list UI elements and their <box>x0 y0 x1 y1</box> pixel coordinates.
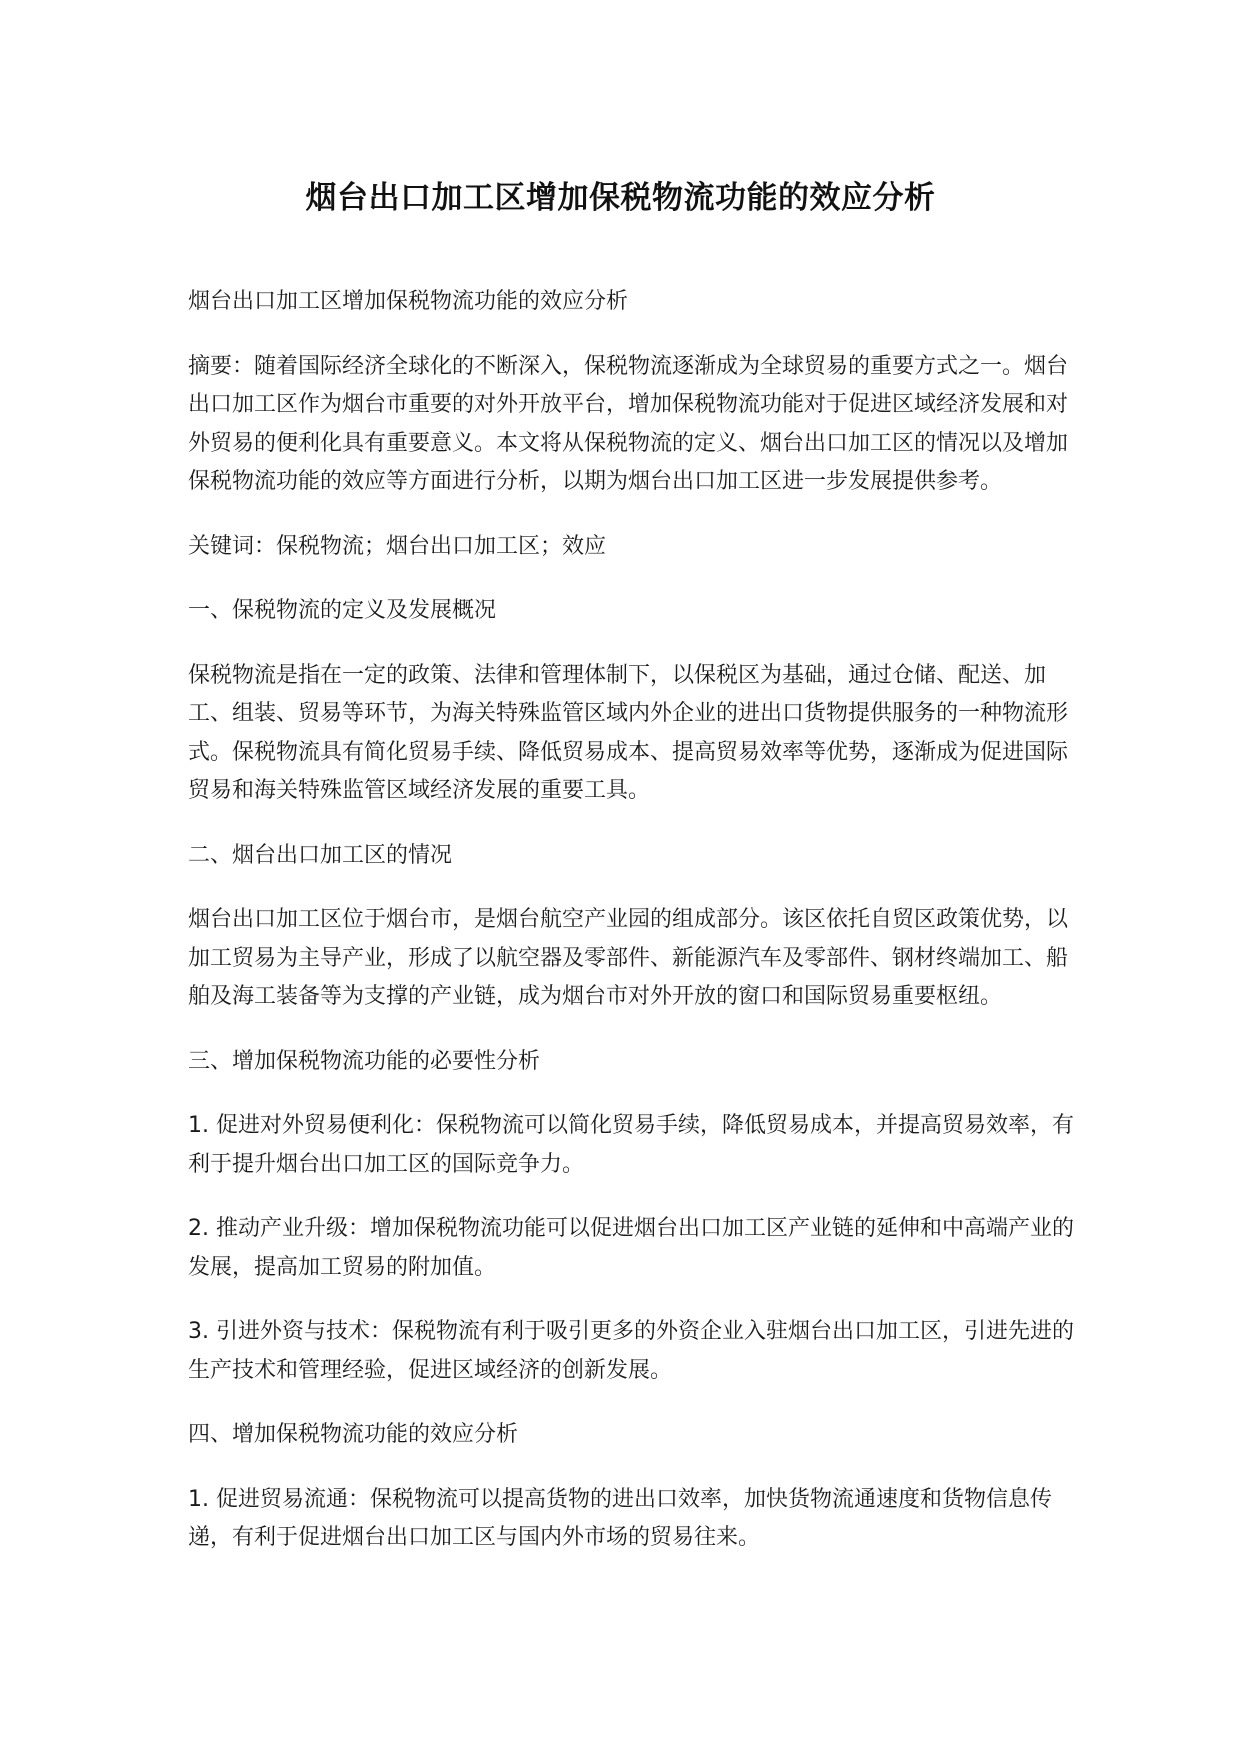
list-item: 2. 推动产业升级：增加保税物流功能可以促进烟台出口加工区产业链的延伸和中高端产业的发展，提高加工贸易的附加值。 <box>188 1216 1074 1280</box>
section-heading-2: 二、烟台出口加工区的情况 <box>188 842 453 868</box>
keywords-paragraph: 关键词：保税物流；烟台出口加工区；效应 <box>188 533 607 559</box>
section-heading-3: 三、增加保税物流功能的必要性分析 <box>188 1048 541 1074</box>
document-title: 烟台出口加工区增加保税物流功能的效应分析 <box>305 180 936 216</box>
abstract-paragraph: 摘要：随着国际经济全球化的不断深入，保税物流逐渐成为全球贸易的重要方式之一。烟台出口加工区作为烟台市重要的对外开放平台，增加保税物流功能对于促进区域经济发展和对外贸易的便利化具有重要意义。本文将从保税物流的定义、烟台出口加工区的情况以及增加保税物流功能的效应等方面进行分析，以期为烟台出口加工区进一步发展提供参考。 <box>188 353 1069 494</box>
subtitle-paragraph: 烟台出口加工区增加保税物流功能的效应分析 <box>188 289 629 314</box>
list-item: 3. 引进外资与技术：保税物流有利于吸引更多的外资企业入驻烟台出口加工区，引进先进的生产技术和管理经验，促进区域经济的创新发展。 <box>188 1319 1074 1383</box>
list-item: 1. 促进对外贸易便利化：保税物流可以简化贸易手续，降低贸易成本，并提高贸易效率，有利于提升烟台出口加工区的国际竞争力。 <box>188 1113 1074 1177</box>
list-item: 1. 促进贸易流通：保税物流可以提高货物的进出口效率，加快货物流通速度和货物信息传递，有利于促进烟台出口加工区与国内外市场的贸易往来。 <box>188 1486 1052 1550</box>
body-paragraph: 保税物流是指在一定的政策、法律和管理体制下，以保税区为基础，通过仓储、配送、加工、组装、贸易等环节，为海关特殊监管区域内外企业的进出口货物提供服务的一种物流形式。保税物流具有简化贸易手续、降低贸易成本、提高贸易效率等优势，逐渐成为促进国际贸易和海关特殊监管区域经济发展的重要工具。 <box>188 662 1069 803</box>
section-heading-1: 一、保税物流的定义及发展概况 <box>188 598 497 623</box>
body-paragraph: 烟台出口加工区位于烟台市，是烟台航空产业园的组成部分。该区依托自贸区政策优势，以加工贸易为主导产业，形成了以航空器及零部件、新能源汽车及零部件、钢材终端加工、船舶及海工装备等为支撑的产业链，成为烟台市对外开放的窗口和国际贸易重要枢纽。 <box>188 907 1069 1009</box>
document-body <box>188 283 1078 1584</box>
section-heading-4: 四、增加保税物流功能的效应分析 <box>188 1422 519 1447</box>
